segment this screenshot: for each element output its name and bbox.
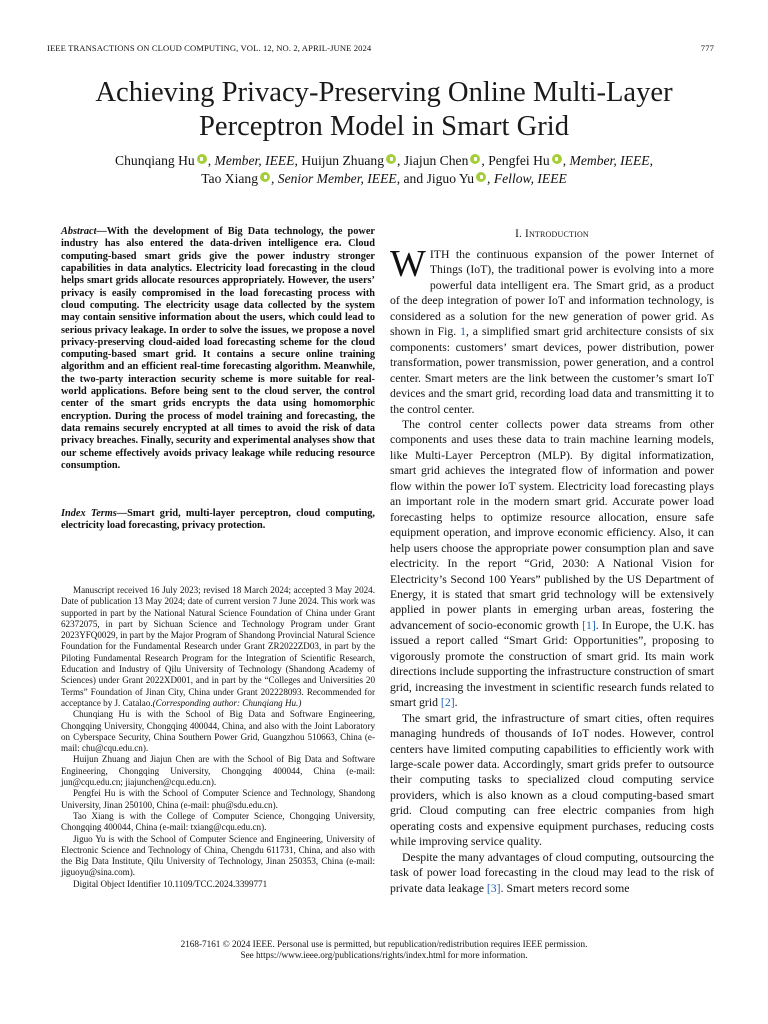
abstract-label: Abstract: [61, 226, 97, 237]
author-role: Member, IEEE: [569, 153, 650, 168]
drop-cap: W: [390, 243, 426, 285]
footnote-affiliation: Jiguo Yu is with the School of Computer Science and Engineering, University of Electronic Science and Technology of China, Chengdu 611731, China, and also with the Big Data Institute, Qilu University of Technology, Jinan 250353, China (e-mail: jiguoyu@sina.com).: [61, 833, 375, 878]
author-line-2: Tao Xiang , Senior Member, IEEE, and Jiguo Yu , Fellow, IEEE: [201, 171, 567, 186]
orcid-icon[interactable]: [552, 154, 562, 164]
index-terms-text: —Smart grid, multi-layer perceptron, cloud computing, electricity load forecasting, privacy protection.: [61, 508, 375, 532]
body-text: [390, 243, 714, 896]
page-number: 777: [700, 43, 714, 53]
section-heading: [390, 228, 714, 240]
footnote-affiliation: Pengfei Hu is with the School of Computer Science and Technology, Shandong University, Jinan 250100, China (e-mail: phu@sdu.edu.cn).: [61, 788, 375, 810]
citation-link[interactable]: [1]: [582, 618, 596, 632]
section-number: I.: [515, 228, 523, 240]
paragraph: The smart grid, the infrastructure of smart cities, often requires managing hundreds of thousands of IoT nodes. However, control centers have limited computing capabilities to efficiently work with large-scale power data. Accordingly, smart grids prefer to outsource their computing tasks to specialized cloud computing service providers, which is also known as a cloud computing-based smart grid. Cloud computing can free electric companies from high operating costs and expensive equipment purchases, reducing costs while improving service quality.: [390, 711, 714, 849]
author-role: Senior Member, IEEE: [277, 171, 397, 186]
running-header: [47, 43, 714, 55]
author-list: [40, 152, 728, 188]
section-title: Introduction: [525, 228, 589, 240]
index-terms: [61, 508, 375, 533]
index-terms-label: Index Terms: [61, 508, 117, 519]
author-role: Fellow, IEEE: [493, 171, 567, 186]
citation-link[interactable]: [2]: [440, 696, 455, 710]
footnote-doi: Digital Object Identifier 10.1109/TCC.2024.3399771: [73, 878, 268, 889]
copyright-notice: [40, 939, 728, 962]
paragraph: The control center collects power data streams from other components and uses these data to train machine learning models, like Multi-Layer Perceptron (MLP). By digital informatization, smart grid achieves the integrated flow of information and power flow within the power IoT system. Electricity load forecasting plays an important role in the modern smart grid. Accurate power load forecasting helps to optimize resource allocation, ensure safe equipment operation, and improve economic efficiency. Also, it can help users choose the appropriate power consumption plan and save electricity. In the report “Grid, 2030: A National Vision for Electricity’s Second 100 Years” published by the US Department of Energy, it is stated that smart grid technology will be extensively applied in power plants in emerging urban areas, fostering the advancement of socio-economic growth [1]. In Europe, the U.K. has issued a report called “Smart Grid: Opportunities”, proposing to vigorously promote the construction of smart grid. Its main work directions include supporting the infrastructure construction of smart grid, increasing the investment in scientific research funds related to smart grid [2].: [390, 417, 714, 710]
paper-title: [40, 76, 728, 144]
journal-name: IEEE TRANSACTIONS ON CLOUD COMPUTING, VOL. 12, NO. 2, APRIL-JUNE 2024: [47, 43, 372, 53]
abstract-text: —With the development of Big Data technology, the power industry has also entered the data-driven intelligence era. Cloud computing-based smart grids give the power industry stronger capabilities in data analytics. Electricity load forecasting in the cloud helps smart grids allocate resources appropriately. However, the users’ privacy is easily compromised in the load forecasting process with cloud computing. The electricity usage data collected by the system may contain sensitive information about the users, which could lead to serious privacy leakage. In order to solve the issues, we propose a novel privacy-preserving cloud-aided load forecasting scheme for the cloud computing-based smart grid. It contains a secure online training algorithm and an efficient real-time forecasting algorithm. Meanwhile, the two-party interaction security scheme is more suitable for real-world applications. Before being sent to the cloud server, the control center of the smart grids encrypts the data using homomorphic encryption. During the process of model training and forecasting, the data remains securely encrypted at all times to avoid the risk of data privacy breaches. Finally, security and experimental analyses show that our scheme effectively avoids privacy leakage while reducing resource consumption.: [61, 226, 375, 471]
author-role: Member, IEEE: [214, 153, 295, 168]
orcid-icon[interactable]: [260, 172, 270, 182]
author-name: Chunqiang Hu: [115, 153, 195, 168]
footnote-affiliation: Chunqiang Hu is with the School of Big Data and Software Engineering, Chongqing University, Chongqing 400044, China, and also with the Joint Laboratory on Cyberspace Security, China Southern Power Grid, Guangzhou 510663, China (e-mail: chu@cqu.edu.cn).: [61, 709, 375, 754]
figure-link[interactable]: 1: [460, 325, 466, 339]
footnote-manuscript: Manuscript received 16 July 2023; revised 18 March 2024; accepted 3 May 2024. Date of publication 13 May 2024; date of current version 7 June 2024. This work was supported in part by the National Natural Science Foundation of China under Grant 62372075, in part by Sichuan Science and Technology Program under Grant 2023YFQ0029, in part by the Major Program of Shandong Provincial Natural Science Foundation for the Fundamental Research under Grant ZR2022ZD03, in part by the Piloting Fundamental Research Program for the Integration of Scientific Research, Education and Industry of Qilu University of Technology (Shandong Academy of Sciences) under Grant 2022XD001, and in part by the “Colleges and Universities 20 Terms” Foundation of Jinan City, China under Grant 202228093. Recommended for acceptance by J. Catalao.(Corresponding author: Chunqiang Hu.): [61, 585, 375, 708]
paragraph: WITH the continuous expansion of the power Internet of Things (IoT), the traditional power is evolving into a more powerful data intelligent era. The Smart grid, as a product of the deep integration of power IoT and information technology, is considered as a solution for the new generation of power grid. As shown in Fig. 1, a simplified smart grid architecture consists of six components: customers’ smart devices, power distribution, power transformation, power transmission, power generation, and a control center. Smart meters are the link between the customer’s smart IoT devices and the smart grid, recording load data and transmitting it to the control center.: [390, 243, 714, 416]
author-name: Jiajun Chen: [403, 153, 469, 168]
orcid-icon[interactable]: [386, 154, 396, 164]
orcid-icon[interactable]: [470, 154, 480, 164]
orcid-icon[interactable]: [476, 172, 486, 182]
footnote-affiliation: Huijun Zhuang and Jiajun Chen are with the School of Big Data and Software Engineering, Chongqing University, Chongqing 400044, China (e-mail: jun@cqu.edu.cn; jiajunchen@cqu.edu.cn).: [61, 754, 375, 788]
corresponding-author: (Corresponding author: Chunqiang Hu.): [152, 697, 302, 708]
author-name: Tao Xiang: [201, 171, 258, 186]
copyright-line-1: 2168-7161 © 2024 IEEE. Personal use is permitted, but republication/redistribution requires IEEE permission.: [180, 939, 588, 949]
footnote-affiliation: Tao Xiang is with the College of Computer Science, Chongqing University, Chongqing 400044, China (e-mail: txiang@cqu.edu.cn).: [61, 810, 375, 833]
author-line-1: Chunqiang Hu , Member, IEEE, Huijun Zhuang , Jiajun Chen , Pengfei Hu , Member, IEEE,: [115, 153, 653, 168]
author-conjunction: and: [403, 171, 424, 186]
abstract: [61, 226, 375, 472]
citation-link[interactable]: [3]: [486, 881, 501, 895]
author-name: Jiguo Yu: [426, 171, 475, 186]
copyright-line-2: See https://www.ieee.org/publications/rights/index.html for more information.: [240, 950, 528, 961]
author-name: Pengfei Hu: [488, 153, 550, 168]
paragraph: Despite the many advantages of cloud computing, outsourcing the task of power load forecasting in the cloud may lead to the risk of private data leakage [3]. Smart meters record some: [390, 850, 714, 895]
title-line-2: Perceptron Model in Smart Grid: [198, 111, 570, 142]
footnote: [61, 585, 375, 890]
title-line-1: Achieving Privacy-Preserving Online Multi-Layer: [95, 77, 673, 108]
author-name: Huijun Zhuang: [301, 153, 385, 168]
orcid-icon[interactable]: [197, 154, 207, 164]
